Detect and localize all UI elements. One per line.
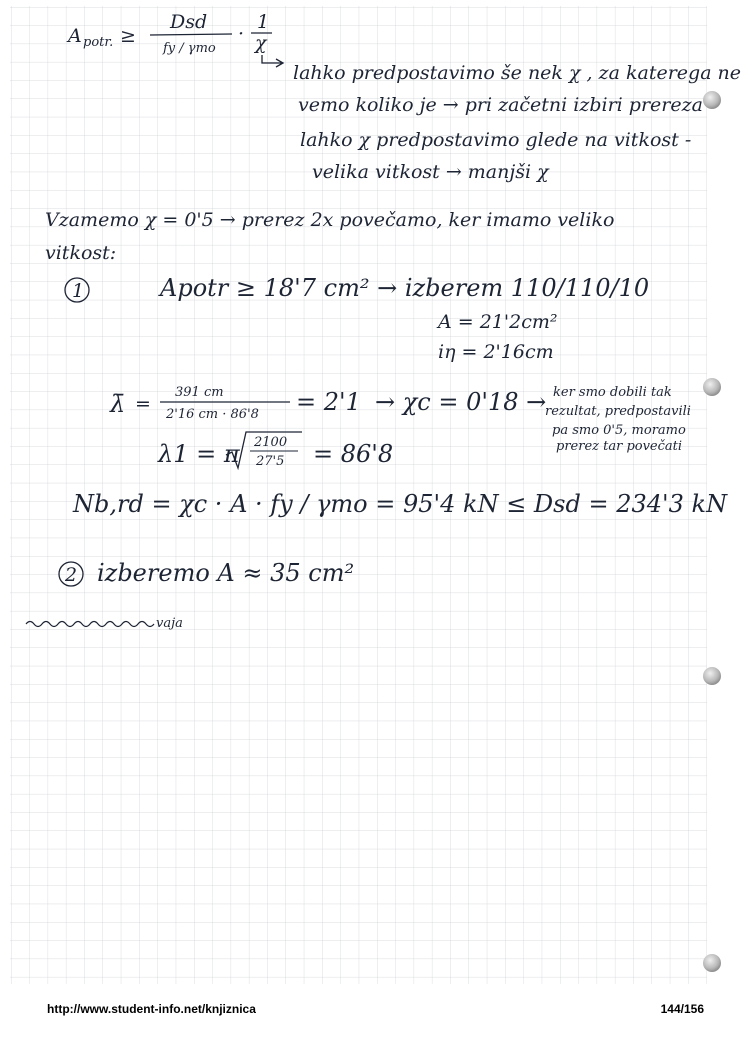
step1-area: A = 21'2cm² (438, 311, 558, 333)
lambda-value: = 2'1 (296, 388, 361, 416)
step1-radius: iη = 2'16cm (438, 341, 554, 363)
nbrd-line: Nb,rd = χc · A · fy / γmo = 95'4 kN ≤ Dsd = 234'3 kN (73, 490, 728, 518)
note-line: velika vitkost → manjši χ (312, 161, 549, 183)
formula-one-num: 1 (257, 11, 270, 33)
step1-line: Apotr ≥ 18'7 cm² → izberem 110/110/10 (160, 274, 650, 302)
step-marker: 2 (65, 564, 78, 586)
side-note: rezultat, predpostavili (545, 404, 691, 419)
page-number: 144/156 (660, 1002, 704, 1016)
note-line: lahko predpostavimo še nek χ , za katerega ne (293, 62, 742, 84)
lambda-num: 391 cm (175, 385, 224, 400)
lambda1-den: 27'5 (256, 454, 285, 469)
vaja-label: vaja (156, 616, 183, 631)
lambda-den: 2'16 cm · 86'8 (166, 407, 259, 422)
binder-hole (703, 954, 721, 972)
lambda1-value: = 86'8 (313, 440, 394, 468)
lambda1-lhs: λ1 = π (158, 440, 240, 468)
formula-dot: · (238, 23, 245, 45)
side-note: pa smo 0'5, moramo (552, 423, 686, 438)
note-line: vemo koliko je → pri začetni izbiri prereza (298, 94, 703, 116)
lambda-eq: = (135, 393, 151, 415)
side-note: ker smo dobili tak (553, 385, 672, 400)
side-note: prerez tar povečati (556, 439, 683, 454)
formula-ge: ≥ (120, 25, 136, 47)
formula-frac-num: Dsd (170, 11, 208, 33)
binder-hole (703, 378, 721, 396)
formula-one-den: χ (255, 32, 267, 54)
step-marker: 1 (72, 280, 85, 302)
binder-hole (703, 91, 721, 109)
step2-line: izberemo A ≈ 35 cm² (97, 559, 355, 587)
note-line: vitkost: (45, 242, 117, 264)
formula-lhs: A (68, 25, 82, 47)
lambda1-num: 2100 (254, 435, 288, 450)
lambda-bar: λ̄ (110, 390, 126, 418)
formula-frac-den: fy / γmo (163, 41, 216, 56)
footer-url[interactable]: http://www.student-info.net/knjiznica (47, 1002, 256, 1016)
note-line: lahko χ predpostavimo glede na vitkost - (300, 129, 692, 151)
binder-hole (703, 667, 721, 685)
chi-c: → χc = 0'18 → (375, 388, 547, 416)
formula-lhs-sub: potr. (83, 35, 114, 50)
note-line: Vzamemo χ = 0'5 → prerez 2x povečamo, ker imamo veliko (45, 209, 615, 231)
